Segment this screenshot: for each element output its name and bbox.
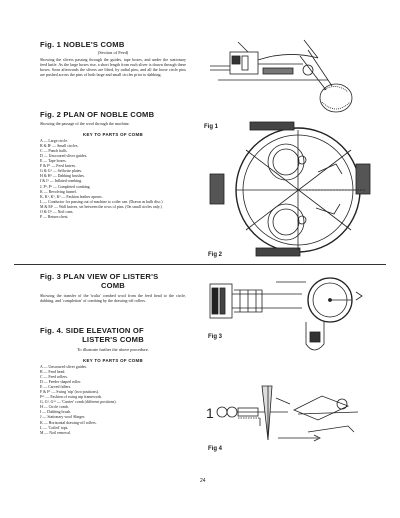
section-divider (14, 264, 386, 265)
key-item: L — 'Coiled' tops. (40, 425, 69, 430)
key-item: I & I¹ — Inflated combing. (40, 179, 83, 184)
fig2-key-list (40, 139, 186, 220)
key-item: D — Unscoured sliver guides. (40, 154, 88, 159)
key-item: C — Punch balls. (40, 149, 68, 154)
fig2-illustration (206, 120, 376, 260)
fig3-section (40, 272, 186, 303)
fig2-text: Showing the passage of the wool through the machine. (40, 121, 130, 126)
key-item: I — Dabbing brush. (40, 410, 72, 415)
fig4-label: Fig 4 (208, 446, 223, 452)
svg-text:1: 1 (206, 405, 214, 421)
page-number: 24 (200, 478, 206, 484)
key-item: K — Horizontal drawing-off rollers. (40, 420, 97, 425)
fig2-section (40, 110, 186, 220)
fig2-key-title: KEY TO PARTS OF COMB (83, 132, 143, 138)
fig3-heading-line1: Fig. 3 PLAN VIEW OF LISTER'S (40, 272, 159, 281)
fig3-illustration (206, 272, 366, 364)
fig1-illustration (208, 30, 364, 122)
key-item: D — Feeder shaped roller. (40, 380, 82, 385)
key-item: E — Tape boxes. (40, 159, 67, 164)
fig4-key-list (40, 365, 186, 436)
key-item: M — Noil removal. (40, 430, 71, 435)
key-item: J — Stationary wool Slinger. (40, 415, 86, 420)
key-item: E — Carved fallers. (40, 385, 72, 390)
fig4-illustration (198, 374, 372, 456)
key-item: O & O¹ — Noil cans. (40, 209, 74, 214)
fig3-heading-line2: COMB (100, 281, 125, 290)
key-item: M & M¹ — Wall knives, set between the rows of pins. (On small circles only.) (40, 204, 162, 209)
fig1-label: Fig 1 (204, 124, 219, 130)
fig4-section (40, 326, 186, 436)
fig4-key-title: KEY TO PARTS OF COMB (83, 358, 143, 363)
fig1-text: Showing the slivers passing through the guides, tape boxes, and under the stationary feed knife. As the large boxes rise, a short length from each sliver is drawn through these boxes. Soon afterwards the slivers are lifted, by radial pins, and all the loose circle pins are pushed across the pins of both large and small circles prior to dabbing. (40, 57, 186, 78)
key-item: L — Conductor for passing out of machine to coiler can. (Drawn as bulb disc.) (40, 199, 163, 204)
key-item: G & G¹ — Selfwise plates. (40, 169, 83, 174)
key-item: F & F¹ — Swing 'nip' (two positions). (40, 390, 99, 395)
key-item: A — Unscoured sliver guides. (40, 365, 88, 369)
fig2-heading: Fig. 2 PLAN OF NOBLE COMB (40, 110, 155, 119)
key-item: G, G¹, G¹¹ — 'Carrier' comb (different positions). (40, 400, 117, 405)
key-item: P — Return chest. (40, 214, 69, 219)
fig3-label: Fig 3 (208, 334, 223, 340)
key-item: K — Revolving funnel. (40, 189, 77, 194)
fig1-heading: Fig. 1 NOBLE'S COMB (40, 40, 125, 49)
key-item: A — Large circle. (40, 139, 69, 144)
key-item: F¹¹ — Fashion of swing nip framework. (40, 395, 103, 400)
key-item: H & H¹ — Dabbing brushes. (40, 174, 85, 179)
fig4-heading-line2: LISTER'S COMB (82, 335, 144, 344)
fig1-subheading: (Section of Feed) (97, 50, 129, 55)
fig3-text: Showing the transfer of the 'trulia' combed wool from the feed head to the circle, dabbing, and 'completion' of combing by the drawing-off rollers. (40, 293, 186, 304)
key-item: B & B¹ — Small circles. (40, 144, 79, 149)
key-item: K, K¹, K², K³ — Fashion leather aprons. (40, 194, 103, 199)
fig4-text: To illustrate further the above procedure. (77, 347, 149, 352)
key-item: B — Feed head. (40, 370, 66, 375)
key-item: F & F¹ — Feed knives. (40, 164, 76, 169)
fig4-heading-line1: Fig. 4. SIDE ELEVATION OF (40, 326, 144, 335)
key-item: J, P¹, P² — Completed combing. (40, 184, 91, 189)
key-item: H — Circle comb. (40, 405, 69, 410)
key-item: C — Feed rollers. (40, 375, 68, 380)
fig2-label: Fig 2 (208, 252, 223, 258)
fig1-section (40, 40, 186, 77)
